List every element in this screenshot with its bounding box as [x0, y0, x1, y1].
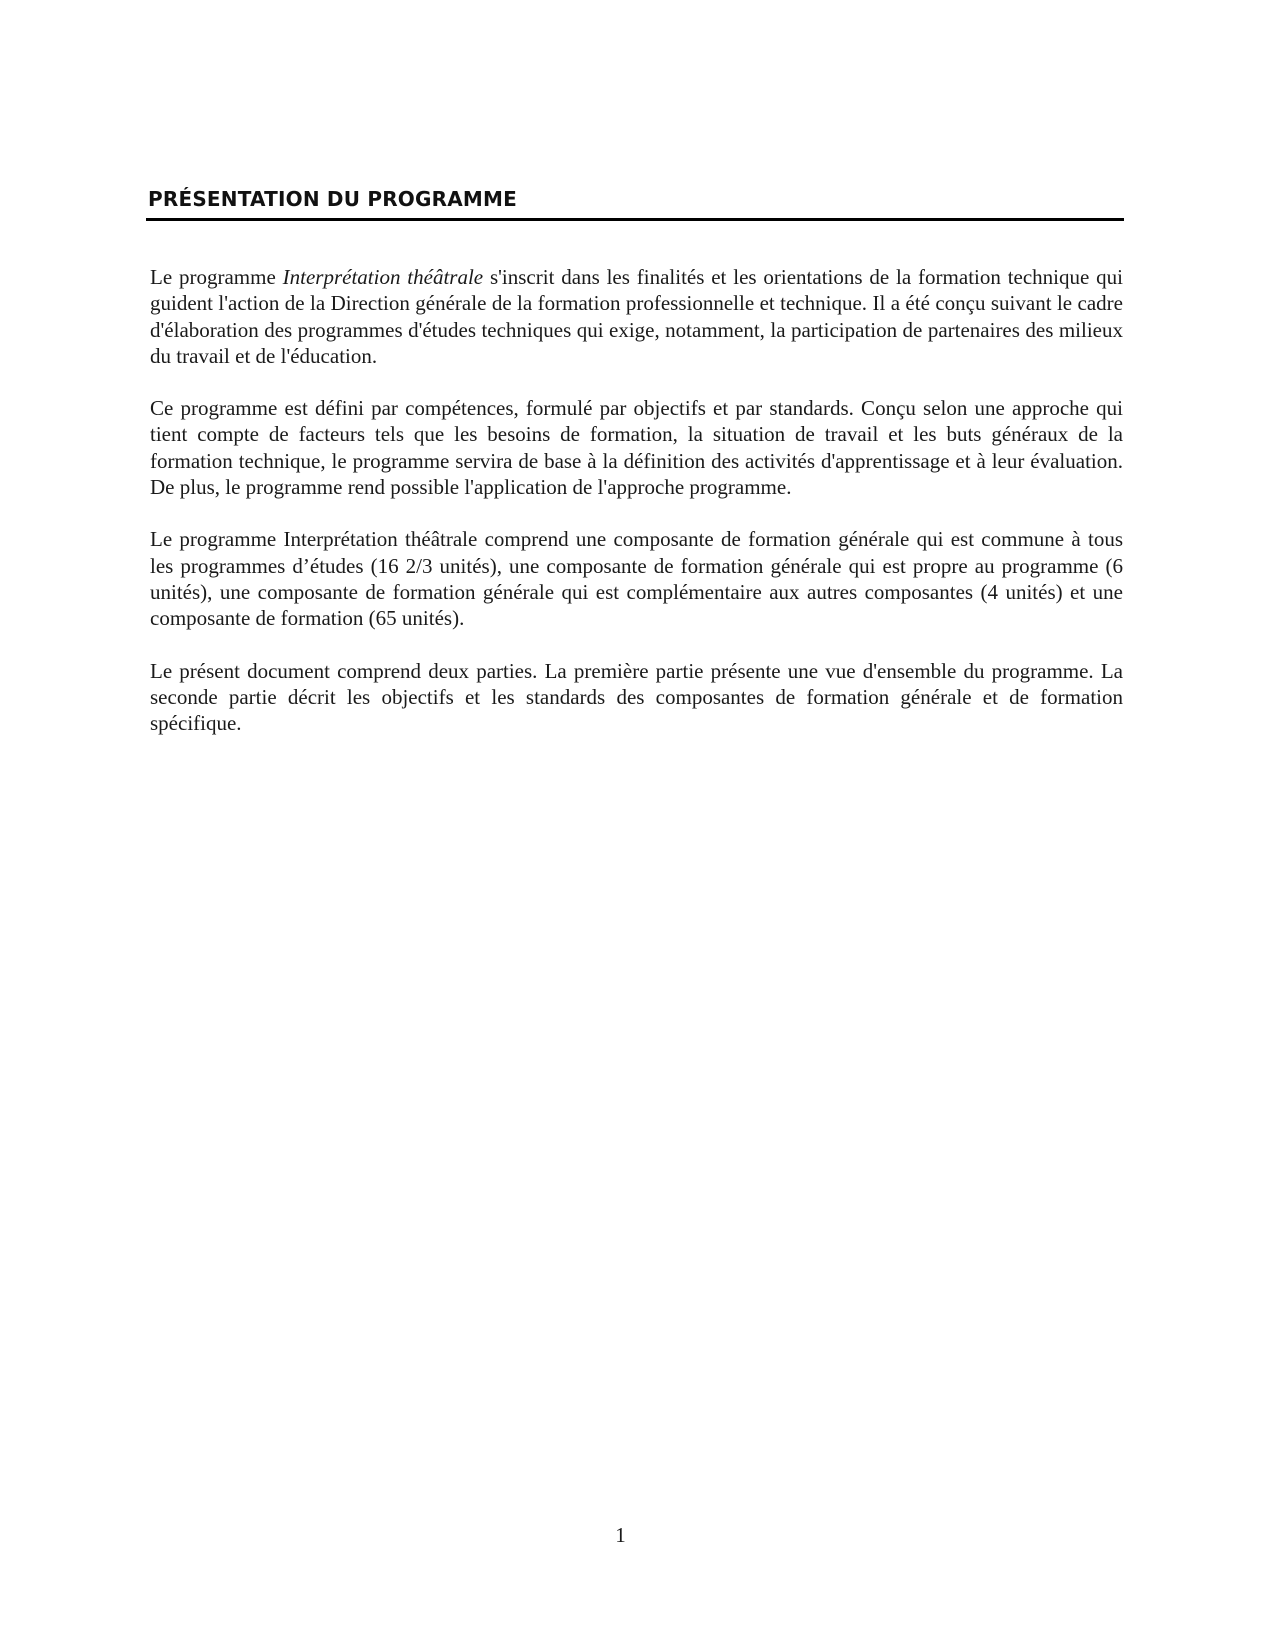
paragraph-3: Le programme Interprétation théâtrale comprend une composante de formation générale qui est commune à tous les programmes d’études (16 2/3 unités), une composante de formation générale qui est propre au programme (6 unités), une composante de formation générale qui est complémentaire aux autres composantes (4 unités) et une composante de formation (65 unités). [150, 527, 1123, 631]
document-body [150, 264, 1123, 762]
program-title-emphasis: Interprétation théâtrale [282, 265, 484, 289]
paragraph-4: Le présent document comprend deux parties. La première partie présente une vue d'ensemble du programme. La seconde partie décrit les objectifs et les standards des composantes de formation générale et de formation spécifique. [150, 658, 1123, 736]
heading-rule [146, 218, 1124, 221]
paragraph-1-rest: s'inscrit dans les finalités et les orientations de la formation technique qui guident l'action de la Direction générale de la formation professionnelle et technique. Il a été conçu suivant le cadre d'élaboration des programmes d'études techniques qui exige, notamment, la participation de partenaires des milieux du travail et de l'éducation. [150, 265, 1124, 368]
paragraph-2: Ce programme est défini par compétences, formulé par objectifs et par standards. Conçu selon une approche qui tient compte de facteurs tels que les besoins de formation, la situation de travail et les buts généraux de la formation technique, le programme servira de base à la définition des activités d'apprentissage et à leur évaluation. De plus, le programme rend possible l'application de l'approche programme. [150, 396, 1123, 500]
section-heading: PRÉSENTATION DU PROGRAMME [148, 187, 517, 211]
paragraph-1-lead: Le programme [150, 265, 283, 289]
page-number: 1 [615, 1523, 626, 1547]
paragraph-1 [150, 264, 1123, 369]
